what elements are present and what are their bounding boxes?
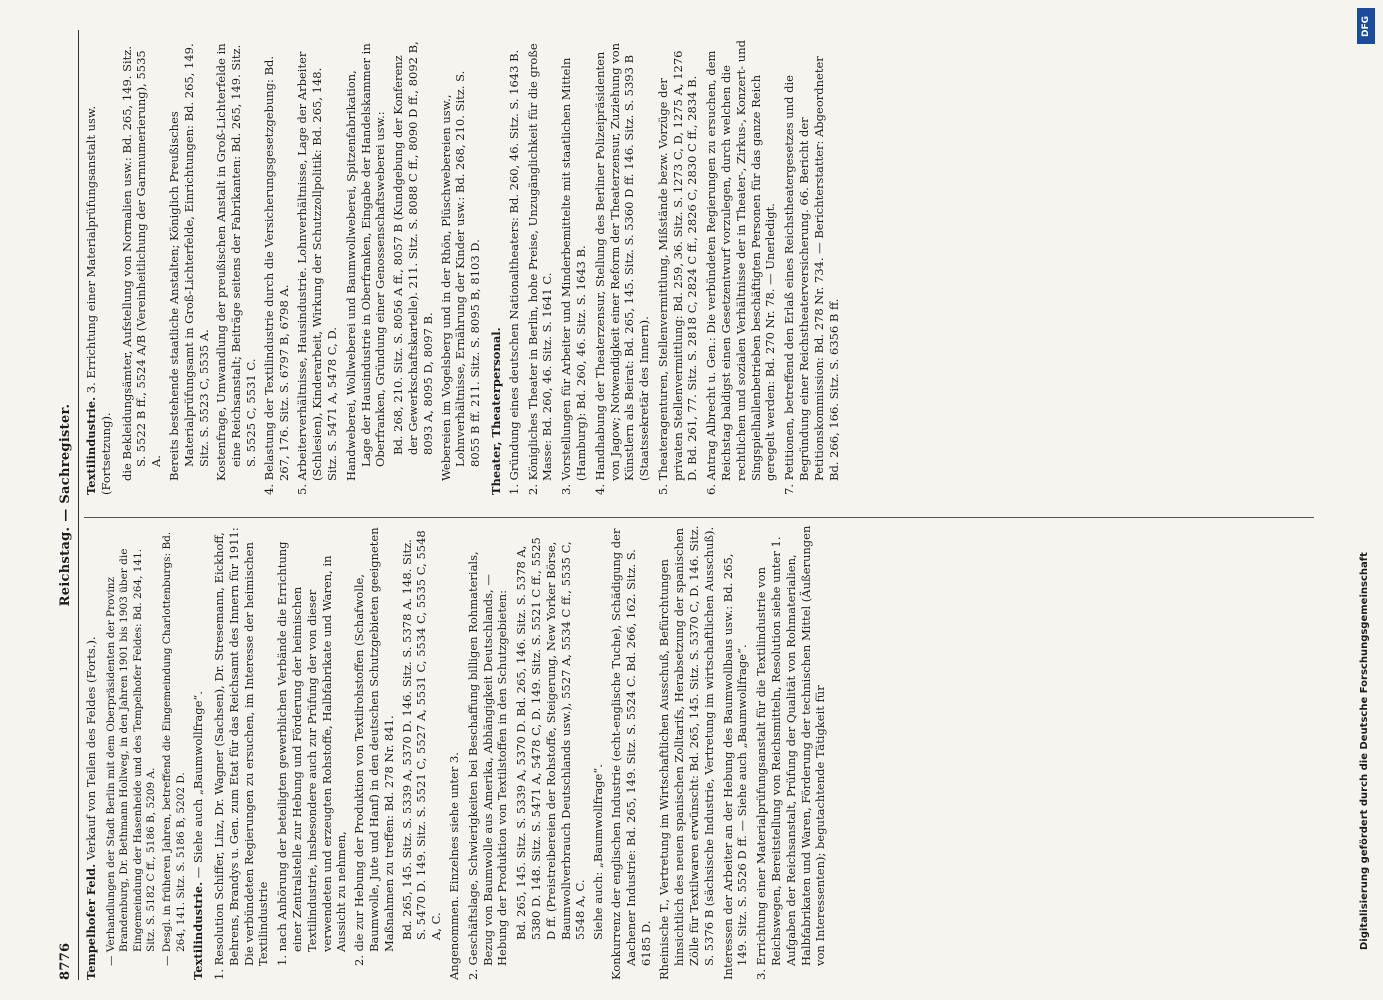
entry: 1. nach Anhörung der beteiligten gewerblichen Verbände die Errichtung einer Zentralstelle zur Hebung und Förderung der heimischen Textilindustrie, insbesondere auch zur Prüfung der von dieser verwendeten und erzeugten Rohstoffe, Halbfabrikate und Waren, in Aussicht zu nehmen, (275, 541, 349, 966)
entry: — Desgl. in früheren Jahren, betreffend die Eingemeindung Charlottenburgs: Bd. 264, 141. Sitz. S. 5186 B, 5202 D. (161, 531, 187, 966)
entry: 2. die zur Hebung der Produktion von Textilrohstoffen (Schafwolle, Baumwolle, Jute und Hanf) in den deutschen Schutzgebieten geeigneten Maßnahmen zu treffen: Bd. 278 Nr. 841. (352, 527, 396, 966)
left-column (84, 525, 1314, 980)
entry: Bd. 265, 145. Sitz. S. 5339 A, 5370 D. 146. Sitz. S. 5378 A. 148. Sitz. S. 5470 D. 149. Sitz. S. 5521 C, 5527 A, 5531 C, 5534 C, 5535 C, 5548 A, C. (399, 530, 444, 940)
section-heading: Theater, Theaterpersonal. (488, 327, 503, 495)
entry: Rheinische T., Vertretung im Wirtschaftlichen Ausschuß, Befürchtungen hinsichtlich des neuen spanischen Zolltarifs, Herabsetzung der spanischen Zölle für Textilwaren erwünscht: Bd. 265, 145. Sitz. S. 5370 C, D. 146. Sitz. S. 5376 B (sächsische Industrie, Vertretung im wirtschaftlichen Ausschuß). (657, 525, 716, 980)
entry: 6. Antrag Albrecht u. Gen.: Die verbündeten Regierungen zu ersuchen, dem Reichstag baldigst einen Gesetzentwurf vorzulegen, durch welchen die rechtlichen und sozialen Verhältnisse der in Theater-, Zirkus-, Konzert- und Singspielhallenbetrieben beschäftigten Personen für das ganze Reich geregelt werden: Bd. 270 Nr. 78. — Unerledigt. (704, 40, 778, 495)
entry: 1. Resolution Schiffer, Linz, Dr. Wagner (Sachsen), Dr. Stresemann, Eickhoff, Behrens, Brandys u. Gen. zum Etat für das Reichsamt des Innern für 1911: Die verbündeten Regierungen zu ersuchen, im Interesse der heimischen Textilindustrie (212, 527, 271, 980)
running-title: Reichstag. — Sachregister. (58, 403, 73, 607)
digitization-credit: Digitalisierung gefördert durch die Deutsche Forschungsgemeinschaft (1359, 552, 1370, 950)
entry: 1. Gründung eines deutschen Nationaltheaters: Bd. 260, 46. Sitz. S. 1643 B. (506, 49, 521, 495)
entry (84, 525, 99, 980)
page-number: 8776 (58, 942, 73, 980)
entry (84, 40, 114, 495)
entry: 2. Königliches Theater in Berlin, hohe Preise, Unzugänglichkeit für die große Masse: Bd. 260, 46. Sitz. S. 1641 C. (525, 43, 555, 495)
entry: 7. Petitionen, betreffend den Erlaß eines Reichstheatergesetzes und die Begründung einer Reichstheaterversicherung. 66. Bericht der Petitionskommission: Bd. 278 Nr. 734. — Berichterstatter: Abgeordneter Bd. 266, 166. Sitz. S. 6356 B ff. (782, 56, 841, 495)
page-header (58, 30, 80, 980)
entry: 4. Handhabung der Theaterzensur, Stellung des Berliner Polizeipräsidenten von Jagow; Notwendigkeit einer Reform der Theaterzensur, Zuziehung von Künstlern als Beirat: Bd. 265, 145. Sitz. S. 5360 D ff. 146. Sitz. S. 5393 B (Staatssekretär des Innern). (592, 42, 652, 495)
entry-head: Textilindustrie. (191, 881, 206, 980)
entry: 5. Theateragenturen, Stellenvermittlung, Mißstände bezw. Vorzüge der privaten Stellenvermittlung: Bd. 259, 36. Sitz. S. 1273 C, D, 1275 A, 1276 D. Bd. 261, 77. Sitz. S. 2818 C, 2824 C ff., 2826 C, 2830 C ff., 2834 B. (655, 50, 700, 495)
entry: — Verhandlungen der Stadt Berlin mit dem Oberpräsidenten der Provinz Brandenburg, Dr. Bethmann Hollweg, in den Jahren 1901 bis 1903 über die Eingemeindung der Hasenheide und des Tempelhofer Feldes: Bd. 264, 141. Sitz. S. 5182 C ff., 5186 B, 5209 A. (104, 548, 158, 966)
entry: Konkurrenz der englischen Industrie (echt-englische Tuche), Schädigung der Aachener Industrie: Bd. 265, 149. Sitz. S. 5524 C. Bd. 266, 162. Sitz. S. 6185 D. (608, 528, 653, 980)
entry: die Bekleidungsämter, Aufstellung von Normalien usw.: Bd. 265, 149. Sitz. S. 5522 B ff., 5524 A/B (Vereinheitlichung der Garnnumerierung), 5535 A. (119, 45, 164, 481)
rotated-document-page (40, 10, 1335, 1000)
entry: 3. Errichtung einer Materialprüfungsanstalt für die Textilindustrie von Reichswegen, Bereitstellung von Reichsmitteln, Resolution siehe unter 1. Aufgaben der Reichsanstalt, Prüfung der Qualität von Rohmaterialien, Halbfabrikaten und Waren, Förderung der technischen Mittel (Äußerungen von Interessenten); begutachtende Tätigkeit für (754, 525, 828, 980)
right-column (84, 40, 1314, 495)
entry (191, 525, 206, 980)
column-divider (84, 517, 1314, 518)
entry: Webereien im Vogelsberg und in der Rhön, Plüschwebereien usw., Lohnverhältnisse, Ernährung der Kinder usw.: Bd. 268, 210. Sitz. S. 8055 B ff. 211. Sitz. S. 8095 B, 8103 D. (438, 70, 483, 481)
entry: 5. Arbeiterverhältnisse, Hausindustrie. Lohnverhältnisse, Lage der Arbeiter (Schlesien), Kinderarbeit, Wirkung der Schutzzollpolitik: Bd. 265, 148. Sitz. S. 5471 A, 5478 C, D. (295, 51, 339, 495)
entry-text: 3. Errichtung einer Materialprüfungsanstalt usw. (Fortsetzung). (84, 105, 113, 495)
entry: Bereits bestehende staatliche Anstalten; Königlich Preußisches Materialprüfungsamt in Groß-Lichterfelde, Einrichtungen: Bd. 265, 149. Sitz. S. 5523 C, 5535 A. (166, 43, 211, 481)
header-rule (78, 30, 79, 980)
entry: Angenommen. Einzelnes siehe unter 3. (446, 752, 461, 980)
entry: Interessen der Arbeiter an der Hebung des Baumwollbaus usw.: Bd. 265, 149. Sitz. S. 5526 D ff. — Siehe auch „Baumwollfrage“. (720, 553, 750, 980)
entry-text: Verkauf von Teilen des Feldes (Forts.). (84, 636, 98, 861)
dfg-logo: DFG (1357, 8, 1375, 44)
entry: Siehe auch: „Baumwollfrage“. (591, 764, 606, 940)
entry-text: — Siehe auch „Baumwollfrage“. (191, 691, 206, 879)
entry-head: Tempelhofer Feld. (84, 863, 98, 980)
entry: Kostenfrage, Umwandlung der preußischen Anstalt in Groß-Lichterfelde in eine Reichsanstalt; Beiträge seitens der Fabrikanten: Bd. 265, 149. Sitz. S. 5525 C, 5531 C. (214, 43, 258, 481)
entry-head: Textilindustrie. (84, 396, 98, 495)
entry: Bd. 268, 210. Sitz. S. 8056 A ff., 8057 B (Kundgebung der Konferenz der Gewerkschaftskartelle). 211. Sitz. S. 8088 C ff., 8090 D ff., 8092 B, 8093 A, 8095 D, 8097 B. (391, 41, 435, 455)
entry: 4. Belastung der Textilindustrie durch die Versicherungsgesetzgebung: Bd. 267, 176. Sitz. S. 6797 B, 6798 A. (261, 55, 291, 495)
entry: 3. Vorstellungen für Arbeiter und Minderbemittelte mit staatlichen Mitteln (Hamburg): Bd. 260, 46. Sitz. S. 1643 B. (559, 57, 588, 495)
entry: Handweberei, Wollweberei und Baumwollweberei, Spitzenfabrikation, Lage der Hausindustrie in Oberfranken, Eingabe der Handelskammer in Oberfranken, Gründung einer Genossenschaftsweberei usw.: (343, 43, 388, 481)
entry: Bd. 265, 145. Sitz. S. 5339 A, 5370 D. Bd. 265, 146. Sitz. S. 5378 A, 5380 D. 148. Sitz. S. 5471 A, 5478 C, D. 149. Sitz. S. 5521 C ff., 5525 D ff. (Preistreibereien der Rohstoffe, Steigerung, New Yorker Börse, Baumwollverbrauch Deutschlands usw.), 5527 A, 5534 C ff., 5535 C, 5548 A, C. (514, 537, 588, 940)
entry: 2. Geschäftslage, Schwierigkeiten bei Beschaffung billigen Rohmaterials, Bezug von Baumwolle aus Amerika, Abhängigkeit Deutschlands, — Hebung der Produktion von Textilstoffen in den Schutzgebieten: (465, 551, 510, 980)
